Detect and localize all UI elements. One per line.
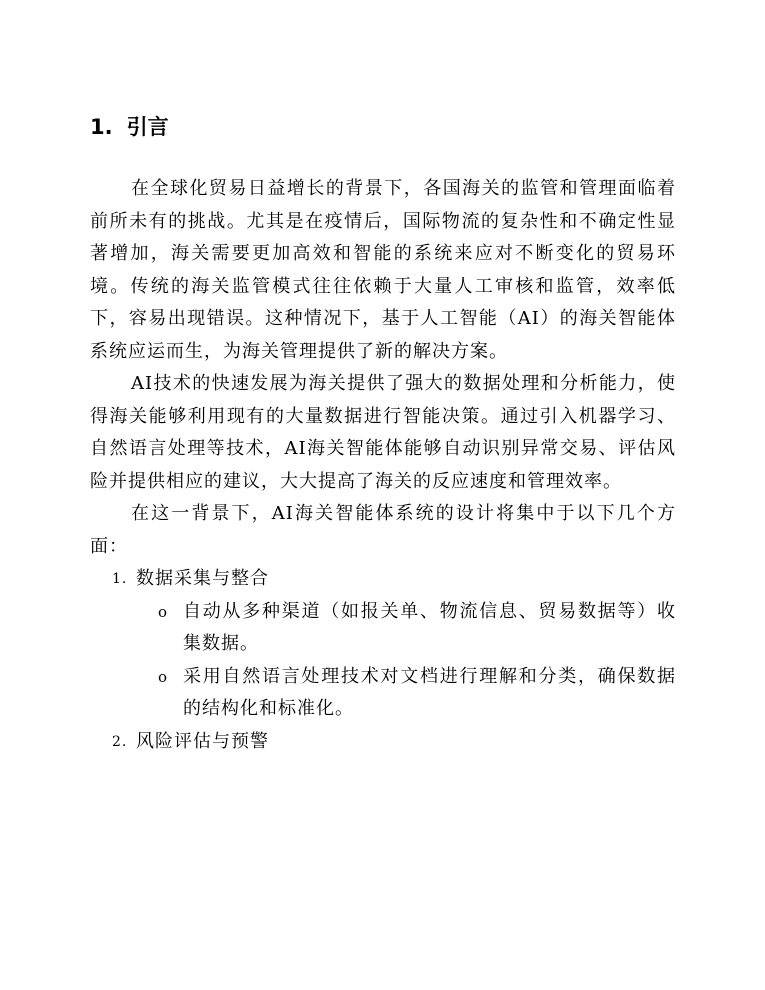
list-item — [90, 726, 676, 759]
list-marker: 2. — [112, 733, 128, 750]
sublist-item-text: 采用自然语言处理技术对文档进行理解和分类，确保数据的结构化和标准化。 — [183, 665, 676, 719]
bullet-icon: o — [158, 667, 169, 686]
list-item-title: 风险评估与预警 — [136, 730, 269, 752]
sublist-item — [136, 661, 676, 726]
section-heading — [90, 112, 169, 142]
section-number: 1. — [90, 115, 113, 139]
paragraph-focus: 在这一背景下，AI海关智能体系统的设计将集中于以下几个方面： — [90, 503, 676, 557]
sublist — [136, 596, 676, 726]
paragraph-ai-tech: AI技术的快速发展为海关提供了强大的数据处理和分析能力，使得海关能够利用现有的大量数据进行智能决策。通过引入机器学习、自然语言处理等技术，AI海关智能体能够自动识别异常交易、评估风险并提供相应的建议，大大提高了海关的反应速度和管理效率。 — [90, 373, 676, 492]
sublist-item — [136, 596, 676, 661]
design-aspects-list — [90, 563, 676, 758]
list-marker: 1. — [112, 571, 128, 587]
section-title: 引言 — [126, 115, 169, 139]
paragraph-intro: 在全球化贸易日益增长的背景下，各国海关的监管和管理面临着前所未有的挑战。尤其是在疫情后，国际物流的复杂性和不确定性显著增加，海关需要更加高效和智能的系统来应对不断变化的贸易环境。传统的海关监管模式往往依赖于大量人工审核和监管，效率低下，容易出现错误。这种情况下，基于人工智能（AI）的海关智能体系统应运而生，为海关管理提供了新的解决方案。 — [90, 178, 676, 362]
list-item-title: 数据采集与整合 — [136, 568, 269, 589]
document-body — [90, 173, 676, 758]
list-item — [90, 563, 676, 726]
bullet-icon: o — [158, 602, 169, 621]
sublist-item-text: 自动从多种渠道（如报关单、物流信息、贸易数据等）收集数据。 — [183, 600, 676, 654]
